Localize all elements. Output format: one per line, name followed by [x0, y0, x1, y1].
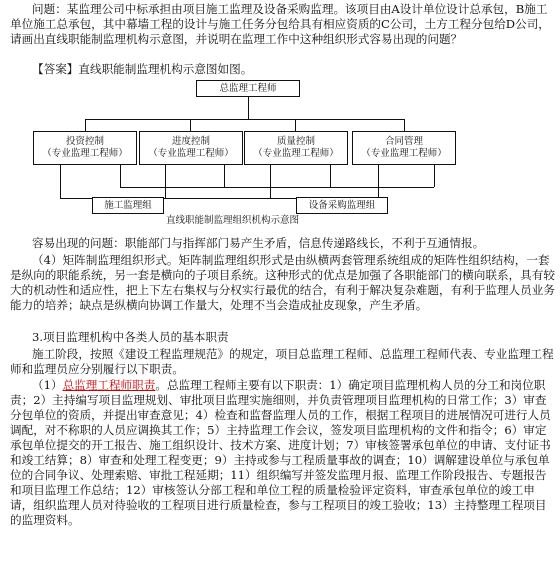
chart-mid-box — [244, 131, 348, 165]
duty-paragraph — [10, 378, 556, 528]
connector — [120, 165, 121, 187]
stage-paragraph: 施工阶段，按照《建设工程监理规范》的规定，项目总监理工程师、总监理工程师代表、专业监理工程师和监理员应分别履行以下职责。 — [10, 347, 554, 376]
duty-title-link[interactable]: 总监理工程师职责 — [62, 378, 156, 392]
section-heading: 3.项目监理机构中各类人员的基本职责 — [32, 330, 229, 344]
connector — [434, 165, 435, 187]
connector — [60, 165, 61, 198]
question-paragraph: 问题：某监理公司中标承担由项目施工监理及设备采购监理。该项目由A设计单位设计总承包，B施工单位施工总承包，其中幕墙工程的设计与施工任务分包给具有相应资质的C公司，土方工程分包给D公司，请画出直线职能制监理机构示意图，并说明在监理工作中这种组织形式容易出现的问题？ — [10, 2, 550, 46]
chart-mid-box — [139, 131, 243, 165]
connector — [120, 187, 434, 188]
connector — [190, 119, 191, 131]
connector — [85, 119, 86, 131]
chart-bottom-box: 设备采购监理组 — [296, 197, 388, 214]
problem-paragraph: 容易出现的问题：职能部门与指挥部门易产生矛盾，信息传递路线长，不利于互通情报。 — [32, 236, 485, 250]
answer-line: 【答案】直线职能制监理机构示意图如图。 — [32, 62, 253, 76]
connector — [295, 119, 296, 131]
duty-prefix: （1） — [32, 378, 63, 392]
connector — [85, 119, 404, 120]
chart-mid-sublabel: （专业监理工程师） — [148, 148, 234, 159]
connector — [330, 165, 331, 187]
chart-mid-label: 质量控制 — [276, 136, 315, 147]
connector — [378, 165, 379, 198]
duty-body: 。总监理工程师主要有以下职责：1）确定项目监理机构人员的分工和岗位职责；2）主持编写项目监理规划、审批项目监理实施细则，并负责管理项目监理机构的日常工作；3）审查分包单位的资质，并提出审查意见；4）检查和监督监理人员的工作，根据工程项目的进展情况可进行人员调配，对不称职的人员应调换其工作；5）主持监理工作会议，签发项目监理机构的文件和指令；6）审定承包单位提交的开工报告、施工组织设计、技术方案、进度计划；7）审核签署承包单位的申请、支付证书和竣工结算；8）审查和处理工程变更；9）主持或参与工程质量事故的调查；10）调解建设单位与承包单位的合同争议、处理索赔、审批工程延期；11）组织编写并签发监理月报、监理工作阶段报告、专题报告和项目监理工作总结；12）审核签认分部工程和单位工程的质量检验评定资料，审查承包单位的竣工申请，组织监理人员对待验收的工程项目进行质量检查，参与工程项目的竣工验收；13）主持整理工程项目的监理资料。 — [10, 378, 551, 527]
chart-caption: 直线职能制监理组织机构示意图 — [166, 215, 300, 226]
chart-bottom-box: 施工监理组 — [92, 197, 164, 214]
chart-mid-box — [352, 131, 456, 165]
chart-mid-sublabel: （专业监理工程师） — [42, 148, 128, 159]
connector — [270, 165, 271, 198]
chart-top-box: 总监理工程师 — [196, 80, 300, 97]
chart-mid-sublabel: （专业监理工程师） — [253, 148, 339, 159]
chart-mid-label: 投资控制 — [65, 136, 104, 147]
connector — [248, 97, 249, 119]
matrix-paragraph: （4）矩阵制监理组织形式。矩阵制监理组织形式是由纵横两套管理系统组成的矩阵性组织结构，一套是纵向的职能系统，另一套是横向的子项目系统。这种形式的优点是加强了各职能部门的横向联系，具有较大的机动性和适应性，把上下左右集权与分权实行最优的结合，有利于解决复杂难题，有利于监理人员业务能力的培养；缺点是纵横向协调工作量大，处理不当会造成扯皮现象，产生矛盾。 — [10, 253, 555, 312]
chart-mid-label: 进度控制 — [171, 136, 210, 147]
connector — [224, 165, 225, 187]
chart-mid-label: 合同管理 — [384, 136, 423, 147]
connector — [165, 165, 166, 198]
connector — [404, 119, 405, 131]
chart-mid-box — [33, 131, 137, 165]
chart-mid-sublabel: （专业监理工程师） — [361, 148, 447, 159]
